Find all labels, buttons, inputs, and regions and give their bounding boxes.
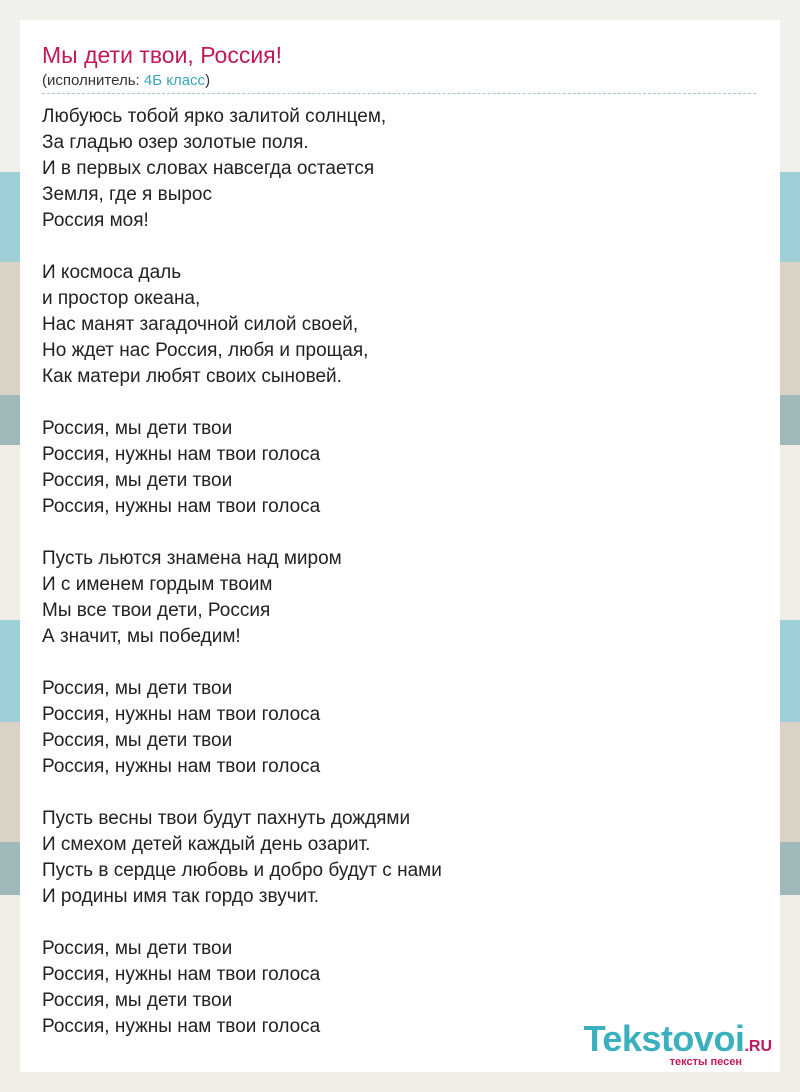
logo-wordmark <box>583 1018 772 1059</box>
lyric-line: А значит, мы победим! <box>42 626 241 647</box>
logo-tld: .RU <box>744 1038 772 1055</box>
stanza-2 <box>42 260 442 390</box>
stanza-5-chorus <box>42 676 442 780</box>
lyric-line: Но ждет нас Россия, любя и прощая, <box>42 340 369 361</box>
lyric-line: Россия, нужны нам твои голоса <box>42 444 321 465</box>
logo-tagline: тексты песен <box>669 1056 742 1068</box>
stanza-1 <box>42 104 442 234</box>
stanza-7-chorus <box>42 936 442 1040</box>
artist-link[interactable]: 4Б класс <box>143 72 206 89</box>
lyric-line: Россия, нужны нам твои голоса <box>42 964 321 985</box>
lyric-line: И космоса даль <box>42 262 182 283</box>
lyrics-card <box>20 20 780 1072</box>
lyric-line: Россия, мы дети твои <box>42 938 233 959</box>
lyric-line: Пусть весны твои будут пахнуть дождями <box>42 808 411 829</box>
lyric-line: Россия, нужны нам твои голоса <box>42 1016 321 1037</box>
lyric-line: И в первых словах навсегда остается <box>42 158 375 179</box>
lyric-line: Пусть в сердце любовь и добро будут с нами <box>42 860 442 881</box>
lyric-line: Нас манят загадочной силой своей, <box>42 314 359 335</box>
lyric-line: Россия, мы дети твои <box>42 990 233 1011</box>
lyric-line: И смехом детей каждый день озарит. <box>42 834 371 855</box>
lyric-line: Любуюсь тобой ярко залитой солнцем, <box>42 106 387 127</box>
stanza-6 <box>42 806 442 910</box>
title-divider <box>42 93 756 94</box>
artist-line <box>42 72 210 89</box>
lyric-line: Россия, мы дети твои <box>42 730 233 751</box>
lyric-line: За гладью озер золотые поля. <box>42 132 309 153</box>
lyric-line: Россия, нужны нам твои голоса <box>42 756 321 777</box>
lyric-line: И с именем гордым твоим <box>42 574 273 595</box>
lyric-line: Россия моя! <box>42 210 149 231</box>
lyric-line: Россия, мы дети твои <box>42 418 233 439</box>
song-title: Мы дети твои, Россия! <box>42 42 283 68</box>
lyric-line: И родины имя так гордо звучит. <box>42 886 320 907</box>
lyric-line: Россия, нужны нам твои голоса <box>42 704 321 725</box>
lyric-line: Земля, где я вырос <box>42 184 212 205</box>
lyric-line: Мы все твои дети, Россия <box>42 600 271 621</box>
artist-prefix: (исполнитель: <box>42 72 144 89</box>
lyric-line: Россия, мы дети твои <box>42 470 233 491</box>
lyric-line: Россия, нужны нам твои голоса <box>42 496 321 517</box>
lyrics-body <box>42 104 442 1066</box>
lyric-line: Как матери любят своих сыновей. <box>42 366 342 387</box>
lyric-line: Россия, мы дети твои <box>42 678 233 699</box>
lyric-line: и простор океана, <box>42 288 201 309</box>
artist-suffix: ) <box>205 72 211 89</box>
stanza-4 <box>42 546 442 650</box>
lyric-line: Пусть льются знамена над миром <box>42 548 342 569</box>
site-logo[interactable] <box>583 1018 772 1068</box>
stanza-3-chorus <box>42 416 442 520</box>
logo-main-text: Tekstovoi <box>583 1018 745 1059</box>
